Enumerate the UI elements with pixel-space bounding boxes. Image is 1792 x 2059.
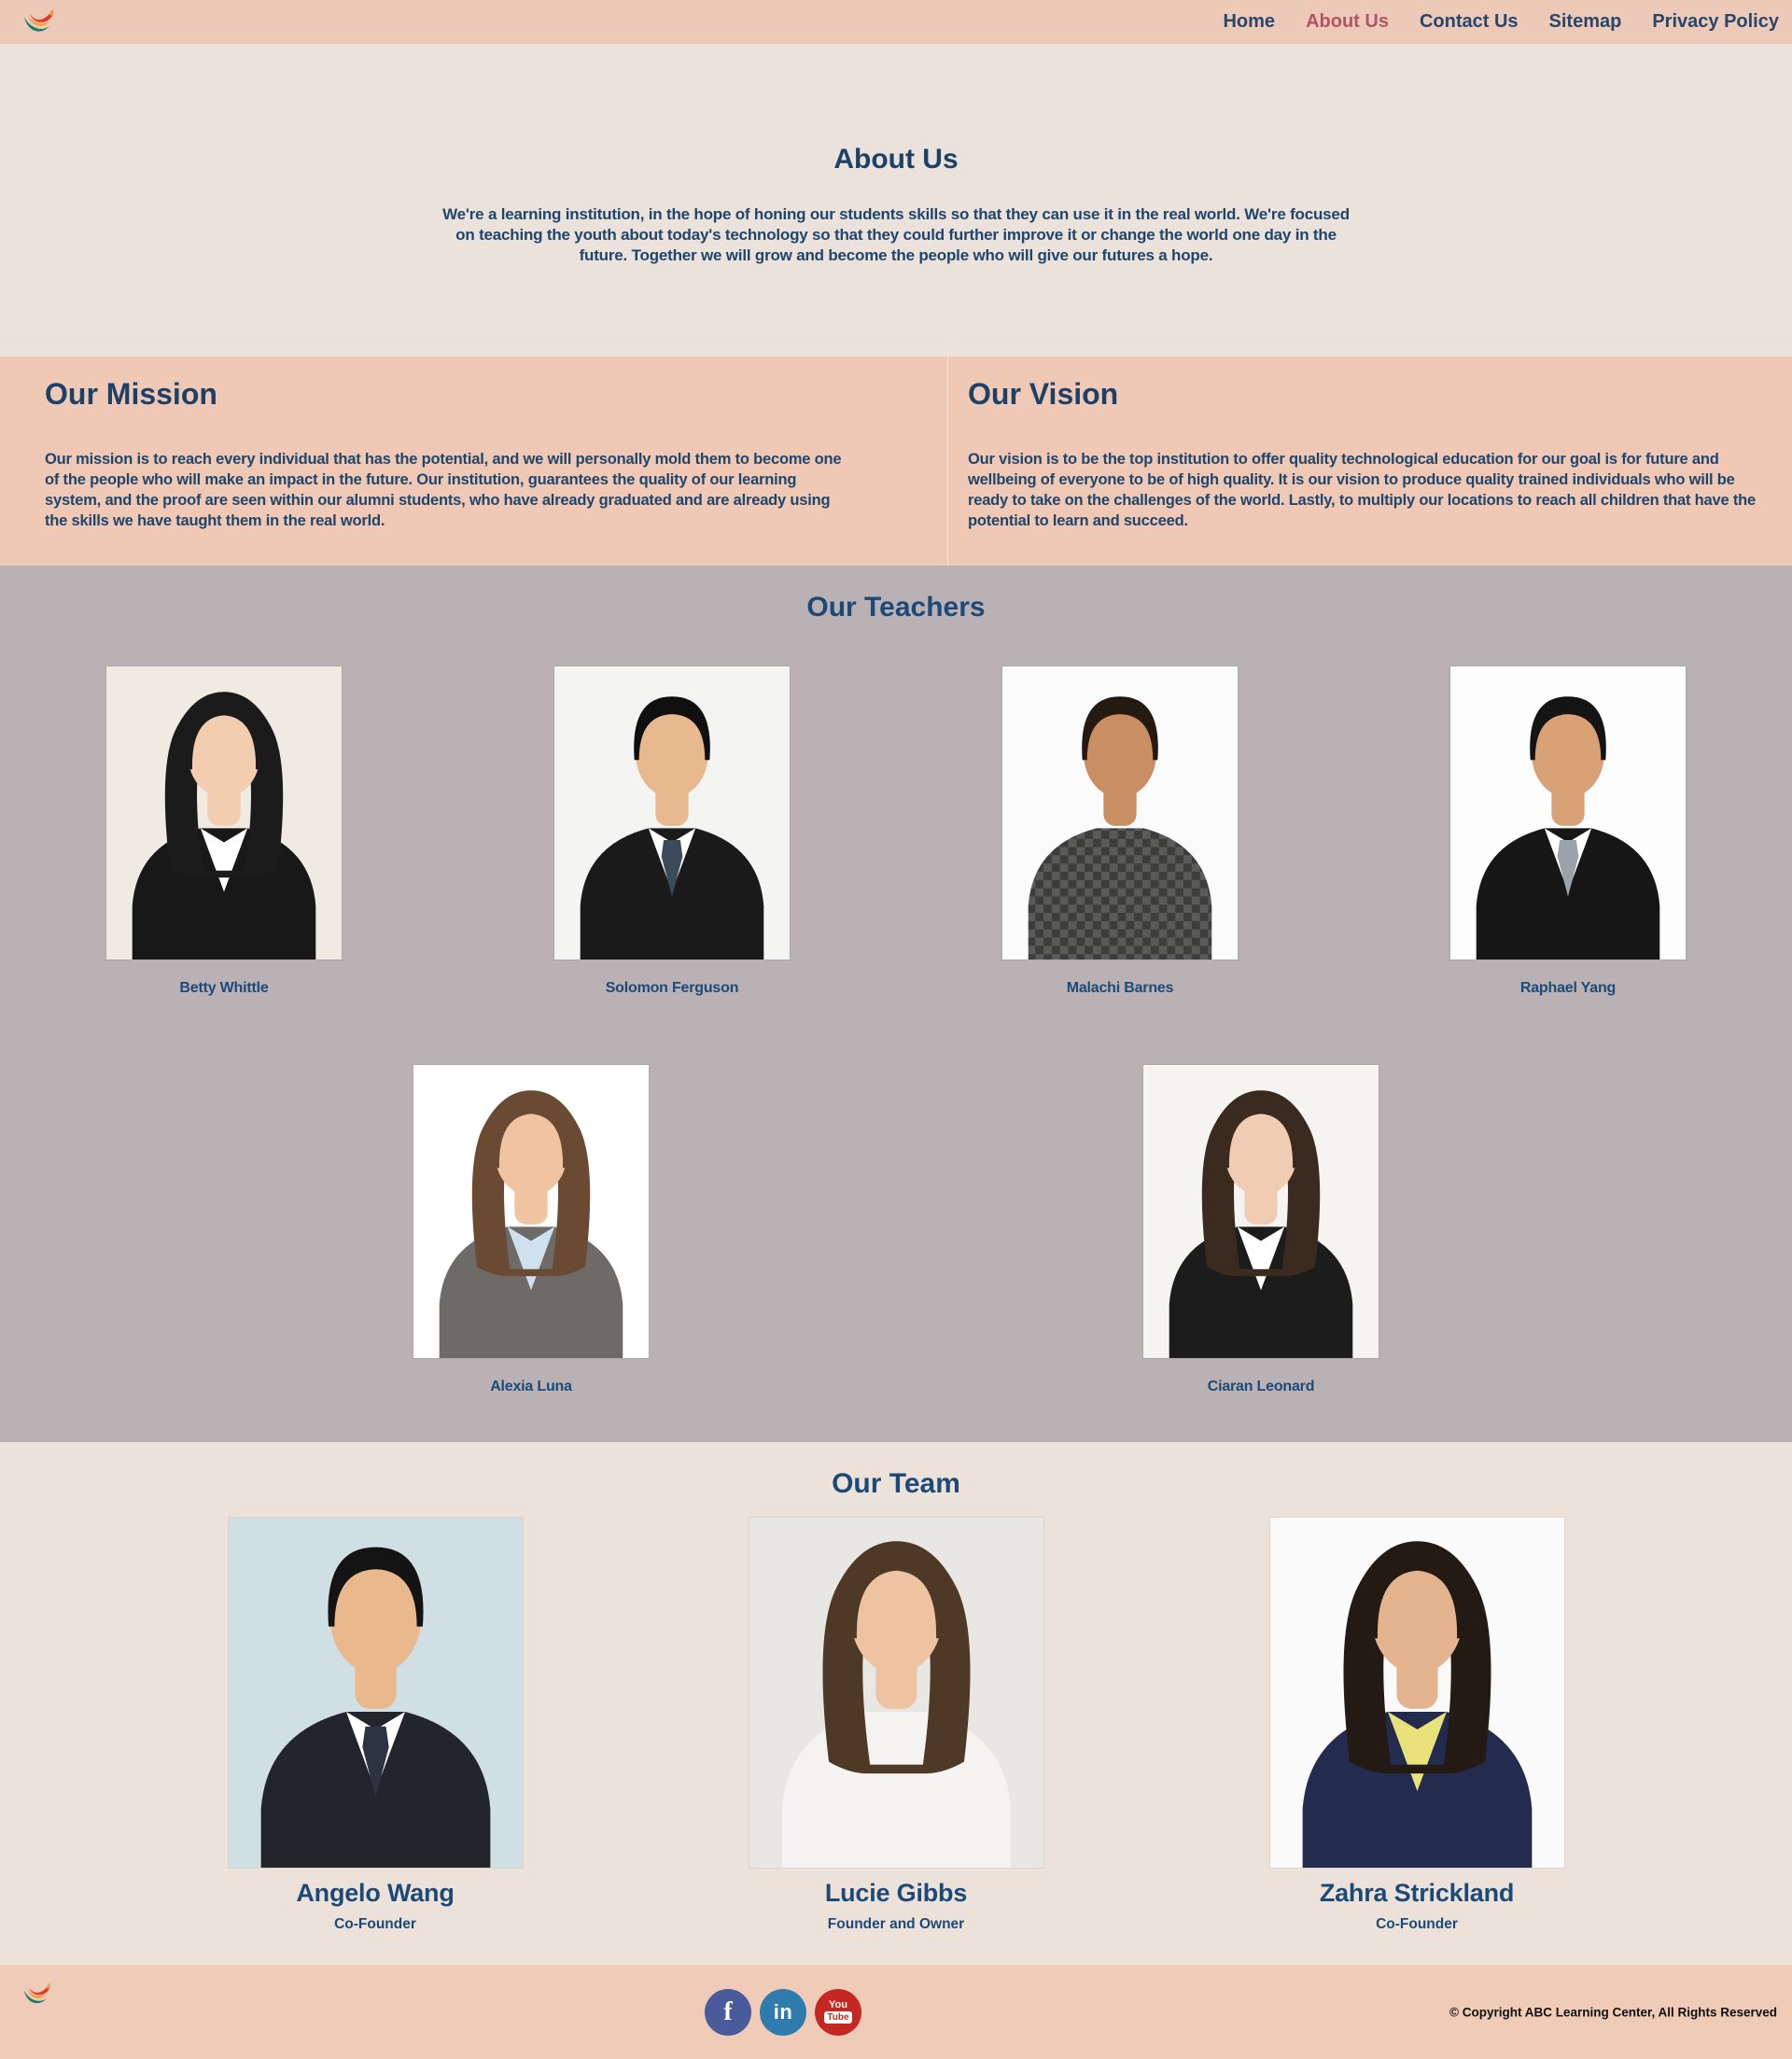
teachers-row-1 bbox=[0, 666, 1792, 997]
column-divider bbox=[947, 357, 948, 566]
mission-column bbox=[0, 357, 896, 566]
portrait-photo-icon bbox=[1270, 1518, 1564, 1868]
page-footer bbox=[0, 1965, 1792, 2059]
nav-item-privacy-policy[interactable]: Privacy Policy bbox=[1652, 11, 1779, 32]
linkedin-link[interactable] bbox=[760, 1989, 806, 2036]
brand-logo[interactable] bbox=[21, 7, 58, 37]
teacher-name: Malachi Barnes bbox=[1066, 980, 1174, 996]
nav-item-about-us[interactable]: About Us bbox=[1306, 11, 1389, 32]
page-title: About Us bbox=[833, 144, 959, 175]
team-member-role: Founder and Owner bbox=[827, 1916, 965, 1932]
portrait-photo-icon bbox=[1143, 1065, 1379, 1358]
teacher-photo bbox=[554, 666, 790, 959]
youtube-link[interactable] bbox=[815, 1989, 861, 2036]
footer-brand-logo[interactable] bbox=[21, 1982, 54, 2009]
teacher-card bbox=[413, 1065, 649, 1395]
youtube-icon: You bbox=[829, 1999, 847, 2010]
team-heading: Our Team bbox=[832, 1468, 960, 1499]
portrait-photo-icon bbox=[554, 666, 790, 959]
teachers-heading: Our Teachers bbox=[806, 592, 986, 623]
team-member-photo bbox=[749, 1518, 1043, 1868]
mission-vision-section bbox=[0, 357, 1792, 566]
team-section bbox=[0, 1442, 1792, 1965]
team-member-card bbox=[749, 1518, 1043, 1933]
team-member-role: Co-Founder bbox=[334, 1916, 416, 1932]
portrait-photo-icon bbox=[229, 1518, 523, 1868]
teachers-row-2 bbox=[0, 1065, 1792, 1395]
facebook-icon: f bbox=[723, 1996, 733, 2026]
teacher-photo bbox=[1002, 666, 1238, 959]
teacher-photo bbox=[1143, 1065, 1379, 1358]
team-member-card bbox=[229, 1518, 523, 1933]
team-member-photo bbox=[229, 1518, 523, 1868]
teacher-photo bbox=[106, 666, 342, 959]
vision-column bbox=[896, 357, 1792, 566]
teacher-card bbox=[1143, 1065, 1379, 1395]
youtube-icon-tube: Tube bbox=[824, 2011, 851, 2024]
mission-heading: Our Mission bbox=[45, 377, 217, 411]
teacher-card bbox=[896, 666, 1344, 997]
teacher-card bbox=[0, 666, 448, 997]
portrait-photo-icon bbox=[749, 1518, 1043, 1868]
teacher-name: Alexia Luna bbox=[490, 1379, 572, 1394]
facebook-link[interactable] bbox=[705, 1989, 751, 2036]
copyright-text: © Copyright ABC Learning Center, All Rights Reserved bbox=[1449, 2005, 1777, 2019]
portrait-photo-icon bbox=[106, 666, 342, 959]
nav-item-home[interactable]: Home bbox=[1223, 11, 1276, 32]
portrait-photo-icon bbox=[413, 1065, 649, 1358]
team-member-name: Lucie Gibbs bbox=[824, 1879, 968, 1907]
teacher-card bbox=[448, 666, 896, 997]
nav-item-contact-us[interactable]: Contact Us bbox=[1419, 11, 1519, 32]
team-member-card bbox=[1270, 1518, 1564, 1933]
teacher-name: Ciaran Leonard bbox=[1207, 1379, 1315, 1394]
vision-heading: Our Vision bbox=[968, 377, 1119, 411]
portrait-photo-icon bbox=[1002, 666, 1238, 959]
teacher-photo bbox=[1450, 666, 1686, 959]
linkedin-icon: in bbox=[773, 1999, 793, 2024]
about-hero-section bbox=[0, 44, 1792, 357]
teacher-photo bbox=[413, 1065, 649, 1358]
swoosh-logo-icon bbox=[21, 1982, 54, 2009]
teachers-section bbox=[0, 566, 1792, 1442]
top-nav bbox=[0, 0, 1792, 44]
nav-item-sitemap[interactable]: Sitemap bbox=[1548, 11, 1622, 32]
team-member-name: Angelo Wang bbox=[296, 1879, 455, 1907]
team-row bbox=[0, 1518, 1792, 1933]
about-intro-text: We're a learning institution, in the hope of honing our students skills so that they can use it in the real world. We're focused on teaching the youth about today's technology so that they could further improve it or change the world one day in the future. Together we will grow and become the people who will give our futures a hope. bbox=[442, 205, 1350, 264]
swoosh-logo-icon bbox=[21, 7, 58, 37]
teacher-name: Raphael Yang bbox=[1519, 980, 1617, 996]
team-member-role: Co-Founder bbox=[1376, 1916, 1458, 1932]
portrait-photo-icon bbox=[1450, 666, 1686, 959]
teacher-name: Solomon Ferguson bbox=[605, 980, 739, 996]
teacher-card bbox=[1344, 666, 1792, 997]
nav-links bbox=[1223, 11, 1779, 33]
social-links bbox=[705, 1989, 861, 2036]
mission-text: Our mission is to reach every individual that has the potential, and we will personally mold them to become one of the people who will make an impact in the future. Our institution, guarantees the quality of our learning system, and the proof are seen within our alumni students, who have already graduated and are already using the skills we have taught them in the real world. bbox=[45, 451, 842, 529]
teacher-name: Betty Whittle bbox=[179, 980, 269, 996]
vision-text: Our vision is to be the top institution to offer quality technological education for our goal is for future and wellbeing of everyone to be of high quality. It is our vision to produce quality trained individuals who will be ready to take on the challenges of the world. Lastly, to multiply our locations to reach all children that have the potential to learn and succeed. bbox=[968, 451, 1757, 529]
team-member-photo bbox=[1270, 1518, 1564, 1868]
team-member-name: Zahra Strickland bbox=[1319, 1879, 1515, 1907]
